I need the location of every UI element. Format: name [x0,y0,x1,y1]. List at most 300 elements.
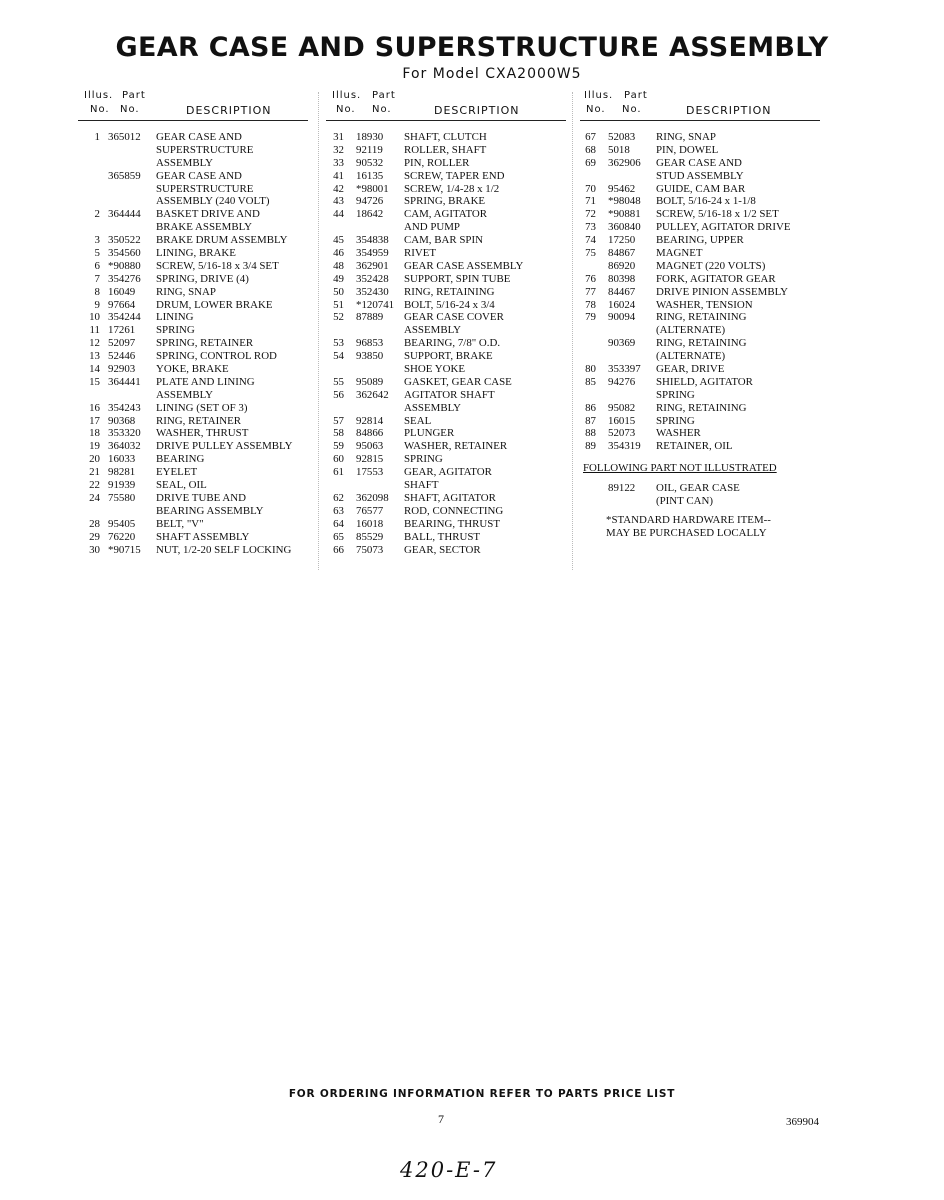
part-description: AGITATOR SHAFT [404,388,495,401]
part-description: BEARING, THRUST [404,517,501,530]
part-description: SHAFT, AGITATOR [404,491,496,504]
part-number: 93850 [356,350,384,363]
table-row [78,427,308,440]
table-row [78,466,308,479]
part-description: BRAKE ASSEMBLY [156,221,253,234]
illus-number: 70 [585,182,596,195]
part-number: 84866 [356,427,384,440]
table-row [580,350,820,363]
illus-number: 87 [585,414,596,427]
illus-number: 15 [89,375,100,388]
part-number: 91939 [108,479,136,492]
part-number: 80398 [608,272,636,285]
column-header-bottom [326,104,566,121]
part-number: 354243 [108,401,141,414]
illus-number: 62 [333,491,344,504]
table-row [78,183,308,196]
illus-number: 12 [89,337,100,350]
table-row [326,324,566,337]
part-number: 84867 [608,247,636,260]
part-description: GUIDE, CAM BAR [656,182,746,195]
table-row [580,376,820,389]
part-description: GEAR, DRIVE [656,363,725,376]
header-no-part: No. [622,104,642,115]
illus-number: 6 [94,259,100,272]
illus-number: 8 [94,285,100,298]
column-divider [572,92,573,570]
part-number: 89122 [608,482,636,495]
part-description: GEAR CASE AND [656,156,742,169]
illus-number: 45 [333,234,344,247]
part-number: 365859 [108,169,141,182]
table-row [78,195,308,208]
part-number: 90368 [108,414,136,427]
part-number: 95063 [356,440,384,453]
part-description: BALL, THRUST [404,530,481,543]
table-row [326,363,566,376]
table-row [580,195,820,208]
ordering-footer: FOR ORDERING INFORMATION REFER TO PARTS PRICE LIST [288,1088,676,1100]
part-description: RING, RETAINER [156,414,242,427]
part-description: (ALTERNATE) [656,350,726,363]
part-number: *98001 [356,182,389,195]
table-row [78,221,308,234]
illus-number: 89 [585,440,596,453]
part-description: SPRING [656,414,695,427]
part-number: 75073 [356,543,384,556]
illus-number: 11 [89,324,100,337]
illus-number: 19 [89,440,100,453]
part-number: 354319 [608,440,641,453]
illus-number: 13 [89,350,100,363]
table-row [78,157,308,170]
part-description: AND PUMP [404,221,460,234]
table-row [78,144,308,157]
table-row [580,402,820,415]
table-row [78,363,308,376]
column-header-top [326,90,566,104]
part-description: DRIVE PULLEY ASSEMBLY [156,440,293,453]
illus-number: 31 [333,131,344,143]
part-description: WASHER [656,427,701,440]
table-row [78,544,308,557]
part-description: (PINT CAN) [656,495,713,508]
header-no-illus: No. [90,104,110,115]
illus-number: 14 [89,363,100,376]
page-number: 7 [438,1112,444,1126]
table-row [78,415,308,428]
table-row [78,402,308,415]
illus-number: 22 [89,479,100,492]
table-row [78,324,308,337]
part-description: CAM, BAR SPIN [404,234,483,247]
header-no-part: No. [120,104,140,115]
illus-number: 57 [333,414,344,427]
part-description: BEARING [156,453,205,466]
table-row [580,170,820,183]
table-row [78,440,308,453]
part-description: SUPPORT, BRAKE [404,350,493,363]
part-description: ROLLER, SHAFT [404,143,487,156]
table-row [326,221,566,234]
part-number: 353397 [608,363,641,376]
part-description: PULLEY, AGITATOR DRIVE [656,221,791,234]
part-description: ASSEMBLY (240 VOLT) [156,195,270,208]
illus-number: 1 [94,131,100,143]
part-description: BOLT, 5/16-24 x 1-1/8 [656,195,756,208]
table-row [326,466,566,479]
part-description: SHIELD, AGITATOR [656,375,753,388]
part-description: ASSEMBLY [404,401,462,414]
table-row [580,131,820,144]
table-row [326,157,566,170]
illus-number: 16 [89,401,100,414]
part-description: SPRING, DRIVE (4) [156,272,249,285]
part-number: 94276 [608,375,636,388]
illus-number: 78 [585,298,596,311]
part-number: 52446 [108,350,136,363]
table-row [326,531,566,544]
table-row [580,144,820,157]
table-row [326,299,566,312]
illus-number: 75 [585,247,596,260]
part-number: 16018 [356,517,384,530]
illus-number: 2 [94,208,100,221]
table-row [580,415,820,428]
header-no-illus: No. [586,104,606,115]
part-number: *90715 [108,543,141,556]
part-description: SUPPORT, SPIN TUBE [404,272,511,285]
column-header-bottom [78,104,308,121]
part-description: BEARING, 7/8" O.D. [404,337,501,350]
parts-column-3 [580,90,820,539]
part-number: 354244 [108,311,141,324]
part-description: SEAL [404,414,432,427]
part-description: SPRING [156,324,195,337]
part-number: 95462 [608,182,636,195]
part-description: SHOE YOKE [404,363,466,376]
table-row [326,544,566,557]
part-description: ASSEMBLY [156,156,214,169]
part-number: 92814 [356,414,384,427]
part-description: SHAFT ASSEMBLY [156,530,250,543]
part-number: 364032 [108,440,141,453]
document-number: 369904 [786,1116,819,1128]
illus-number: 71 [585,195,596,208]
part-description: STUD ASSEMBLY [656,169,744,182]
part-number: *98048 [608,195,641,208]
hardware-note: MAY BE PURCHASED LOCALLY [606,527,767,540]
illus-number: 60 [333,453,344,466]
part-number: 362906 [608,156,641,169]
illus-number: 41 [333,169,344,182]
part-number: 92119 [356,143,383,156]
part-number: 5018 [608,143,630,156]
table-row [580,157,820,170]
part-number: 16024 [608,298,636,311]
table-row [326,389,566,402]
table-row [580,389,820,402]
table-row [326,311,566,324]
part-number: 352430 [356,285,389,298]
part-description: YOKE, BRAKE [156,363,229,376]
illus-number: 3 [94,234,100,247]
part-description: RING, RETAINING [656,337,747,350]
table-row [78,170,308,183]
table-row [580,208,820,221]
illus-number: 59 [333,440,344,453]
illus-number: 50 [333,285,344,298]
part-number: 352428 [356,272,389,285]
header-illus: Illus. [584,90,614,101]
illus-number: 73 [585,221,596,234]
table-row [78,208,308,221]
header-description: DESCRIPTION [686,104,772,117]
part-description: BEARING, UPPER [656,234,744,247]
part-description: RETAINER, OIL [656,440,733,453]
illus-number: 66 [333,543,344,556]
parts-list [326,131,566,556]
part-description: GASKET, GEAR CASE [404,375,512,388]
table-row [78,131,308,144]
part-description: FORK, AGITATOR GEAR [656,272,776,285]
page-subtitle: For Model CXA2000W5 [402,66,582,82]
illus-number: 55 [333,375,344,388]
part-description: GEAR CASE AND [156,131,242,143]
part-number: 52097 [108,337,136,350]
part-description: SEAL, OIL [156,479,207,492]
part-description: MAGNET (220 VOLTS) [656,259,766,272]
table-row [326,518,566,531]
part-number: 92815 [356,453,384,466]
column-divider [318,92,319,570]
illus-number: 49 [333,272,344,285]
part-description: EYELET [156,466,198,479]
table-row [580,337,820,350]
illus-number: 44 [333,208,344,221]
part-description: SPRING, CONTROL ROD [156,350,277,363]
header-description: DESCRIPTION [186,104,272,117]
part-description: SCREW, 1/4-28 x 1/2 [404,182,500,195]
header-part: Part [624,90,648,101]
part-description: PLATE AND LINING [156,375,255,388]
table-row [78,350,308,363]
part-description: NUT, 1/2-20 SELF LOCKING [156,543,292,556]
illus-number: 53 [333,337,344,350]
table-row [78,389,308,402]
part-number: 353320 [108,427,141,440]
table-row [326,195,566,208]
part-number: 18930 [356,131,384,143]
part-number: 94726 [356,195,384,208]
table-row [78,247,308,260]
illus-number: 54 [333,350,344,363]
table-row [580,183,820,196]
part-number: 18642 [356,208,384,221]
illus-number: 80 [585,363,596,376]
part-description: BASKET DRIVE AND [156,208,260,221]
part-number: 90094 [608,311,636,324]
illus-number: 21 [89,466,100,479]
illus-number: 33 [333,156,344,169]
part-description: OIL, GEAR CASE [656,482,740,495]
part-number: 96853 [356,337,384,350]
table-row [78,492,308,505]
header-no-illus: No. [336,104,356,115]
table-row [326,415,566,428]
table-row [78,505,308,518]
illus-number: 77 [585,285,596,298]
table-row [78,273,308,286]
illus-number: 67 [585,131,596,143]
part-number: 365012 [108,131,141,143]
part-description: SHAFT, CLUTCH [404,131,487,143]
illus-number: 42 [333,182,344,195]
table-row [78,479,308,492]
part-description: LINING, BRAKE [156,247,236,260]
part-number: 17553 [356,466,384,479]
part-number: 85529 [356,530,384,543]
table-row [580,299,820,312]
part-number: 95089 [356,375,384,388]
page-title: GEAR CASE AND SUPERSTRUCTURE ASSEMBLY [115,32,829,63]
part-number: 95082 [608,401,636,414]
header-illus: Illus. [332,90,362,101]
illus-number: 18 [89,427,100,440]
header-no-part: No. [372,104,392,115]
parts-list [78,131,308,556]
not-illustrated-heading: FOLLOWING PART NOT ILLUSTRATED [583,462,777,475]
hardware-note: *STANDARD HARDWARE ITEM-- [606,514,771,527]
illus-number: 48 [333,259,344,272]
table-row [326,453,566,466]
illus-number: 30 [89,543,100,556]
part-description: GEAR CASE AND [156,169,242,182]
table-row [326,273,566,286]
table-row [326,183,566,196]
table-row [580,440,820,453]
part-number: 76220 [108,530,136,543]
table-row [78,376,308,389]
part-description: GEAR, AGITATOR [404,466,492,479]
table-row [78,260,308,273]
illus-number: 7 [94,272,100,285]
part-number: 16135 [356,169,384,182]
part-number: 52083 [608,131,636,143]
illus-number: 61 [333,466,344,479]
table-row [326,350,566,363]
part-description: LINING (SET OF 3) [156,401,248,414]
column-header-top [78,90,308,104]
illus-number: 58 [333,427,344,440]
part-number: 354838 [356,234,389,247]
illus-number: 29 [89,530,100,543]
part-description: RING, RETAINING [656,401,747,414]
part-description: SUPERSTRUCTURE [156,143,254,156]
table-row [326,286,566,299]
part-number: 90369 [608,337,636,350]
illus-number: 72 [585,208,596,221]
part-description: DRIVE PINION ASSEMBLY [656,285,789,298]
illus-number: 5 [94,247,100,260]
part-number: 76577 [356,504,384,517]
part-number: 90532 [356,156,384,169]
parts-list [580,131,820,453]
part-number: 362901 [356,259,389,272]
part-description: RING, SNAP [156,285,216,298]
part-description: LINING [156,311,194,324]
table-row [580,427,820,440]
illus-number: 28 [89,517,100,530]
table-row [326,479,566,492]
part-number: 354560 [108,247,141,260]
part-number: 86920 [608,259,636,272]
illus-number: 20 [89,453,100,466]
table-row [326,131,566,144]
part-number: 84467 [608,285,636,298]
illus-number: 65 [333,530,344,543]
part-description: WASHER, TENSION [656,298,753,311]
part-number: 17261 [108,324,136,337]
part-description: GEAR CASE COVER [404,311,504,324]
part-description: CAM, AGITATOR [404,208,488,221]
part-number: 97664 [108,298,136,311]
part-description: (ALTERNATE) [656,324,726,337]
part-number: 362642 [356,388,389,401]
illus-number: 68 [585,143,596,156]
part-description: SPRING [404,453,443,466]
table-row [326,440,566,453]
part-description: RING, RETAINING [656,311,747,324]
part-description: BOLT, 5/16-24 x 3/4 [404,298,495,311]
table-row [326,427,566,440]
table-row [326,208,566,221]
illus-number: 51 [333,298,344,311]
table-row [580,260,820,273]
part-description: BRAKE DRUM ASSEMBLY [156,234,288,247]
part-number: 16049 [108,285,136,298]
header-description: DESCRIPTION [434,104,520,117]
table-row [326,247,566,260]
part-description: SPRING, RETAINER [156,337,254,350]
table-row [580,273,820,286]
table-row [78,531,308,544]
part-description: SPRING [656,388,695,401]
part-number: 75580 [108,491,136,504]
table-row [78,234,308,247]
part-description: GEAR CASE ASSEMBLY [404,259,524,272]
table-row [78,453,308,466]
illus-number: 52 [333,311,344,324]
part-number: *120741 [356,298,395,311]
part-number: 16015 [608,414,636,427]
table-row [326,376,566,389]
table-row [580,324,820,337]
part-number: 16033 [108,453,136,466]
illus-number: 74 [585,234,596,247]
part-number: 92903 [108,363,136,376]
column-header-top [580,90,820,104]
table-row [580,234,820,247]
header-illus: Illus. [84,90,114,101]
illus-number: 9 [94,298,100,311]
table-row [580,311,820,324]
column-header-bottom [580,104,820,121]
part-number: *90880 [108,259,141,272]
part-number: 354959 [356,247,389,260]
part-description: RING, SNAP [656,131,716,143]
part-number: 87889 [356,311,384,324]
